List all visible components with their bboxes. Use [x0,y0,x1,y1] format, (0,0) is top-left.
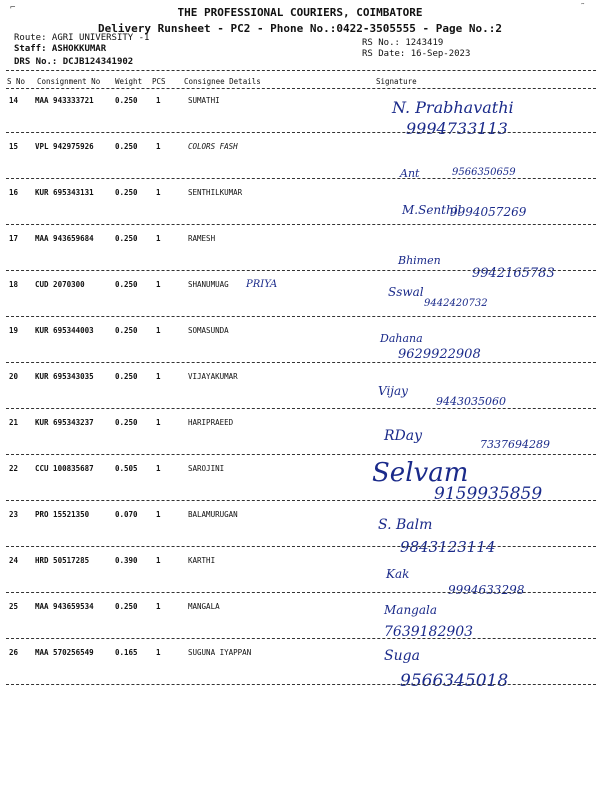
serial-number: 22 [9,464,19,473]
signature-phone: 9566345018 [400,671,509,691]
serial-number: 19 [9,326,19,335]
consignee-name: SUGUNA IYAPPAN [188,648,252,657]
signature-phone: 9843123114 [400,538,496,556]
staff-label: Staff: ASHOKKUMAR [14,44,107,54]
signature-phone: 9994633298 [448,583,525,597]
pcs-value: 1 [156,188,161,197]
rs-number: RS No.: 1243419 [362,38,444,48]
row-divider [6,454,596,455]
row-divider [6,178,596,179]
consignment-number: MAA 943659684 [35,234,94,243]
consignment-number: VPL 942975926 [35,142,94,151]
pcs-value: 1 [156,372,161,381]
row-divider [6,270,596,271]
scan-mark: ˜ [580,3,586,13]
row-divider [6,224,596,225]
weight-value: 0.250 [115,96,138,105]
signature-phone: 9566350659 [452,167,516,178]
signature-phone: 9442420732 [424,298,488,309]
pcs-value: 1 [156,556,161,565]
signature-phone: 9994057269 [450,205,527,219]
consignee-name: SHANUMUAG [188,280,229,289]
serial-number: 15 [9,142,19,151]
serial-number: 25 [9,602,19,611]
consignee-name: MANGALA [188,602,220,611]
route-label: Route: AGRI UNIVERSITY -1 [14,33,150,43]
consignment-number: MAA 570256549 [35,648,94,657]
column-header-pcs: PCS [152,77,166,86]
consignment-number: MAA 943333721 [35,96,94,105]
signature-phone: 9942165783 [472,266,555,281]
row-divider [6,638,596,639]
pcs-value: 1 [156,234,161,243]
signature-phone: 9443035060 [436,395,506,408]
signature-name: Dahana [380,332,423,345]
signature-name: Selvam [372,458,469,488]
pcs-value: 1 [156,326,161,335]
handwritten-annotation: PRIYA [246,279,278,290]
runsheet-title: Delivery Runsheet - PC2 - Phone No.:0422-3505555 - Page No.:2 [98,22,502,35]
weight-value: 0.390 [115,556,138,565]
consignment-number: CCU 100835687 [35,464,94,473]
signature-phone: 7337694289 [480,438,550,451]
consignee-name: HARIPRAEED [188,418,234,427]
consignee-name: SUMATHI [188,96,220,105]
signature-name: Vijay [378,384,408,398]
serial-number: 20 [9,372,19,381]
divider [6,88,596,89]
weight-value: 0.505 [115,464,138,473]
consignee-name: SENTHILKUMAR [188,188,243,197]
signature-phone: 9994733113 [406,119,508,138]
signature-name: RDay [384,428,423,444]
signature-name: Ant [400,167,420,180]
signature-phone: 9159935859 [434,484,543,504]
company-title: THE PROFESSIONAL COURIERS, COIMBATORE [177,6,423,19]
consignee-name: SOMASUNDA [188,326,229,335]
serial-number: 14 [9,96,19,105]
serial-number: 21 [9,418,19,427]
weight-value: 0.250 [115,142,138,151]
weight-value: 0.165 [115,648,138,657]
signature-name: S. Balm [378,517,433,533]
pcs-value: 1 [156,510,161,519]
consignee-name: COLORS FASH [188,142,238,151]
divider [6,70,596,71]
weight-value: 0.070 [115,510,138,519]
scan-mark: ⌐ [10,3,16,13]
weight-value: 0.250 [115,188,138,197]
signature-name: Mangala [384,603,437,617]
consignment-number: MAA 943659534 [35,602,94,611]
signature-name: Kak [386,567,410,581]
column-header-weight: Weight [115,77,143,86]
consignee-name: SAROJINI [188,464,225,473]
weight-value: 0.250 [115,326,138,335]
row-divider [6,316,596,317]
consignment-number: PRO 15521350 [35,510,90,519]
signature-phone: 7639182903 [384,624,474,640]
serial-number: 26 [9,648,19,657]
row-divider [6,546,596,547]
weight-value: 0.250 [115,280,138,289]
consignment-number: KUR 695343035 [35,372,94,381]
signature-name: N. Prabhavathi [392,98,514,117]
signature-name: Sswal [388,285,424,299]
serial-number: 24 [9,556,19,565]
pcs-value: 1 [156,280,161,289]
serial-number: 18 [9,280,19,289]
serial-number: 17 [9,234,19,243]
weight-value: 0.250 [115,234,138,243]
signature-phone: 9629922908 [398,347,481,362]
column-header-sno: S No [7,77,26,86]
pcs-value: 1 [156,142,161,151]
consignment-number: KUR 695344003 [35,326,94,335]
drs-number: DRS No.: DCJB124341902 [14,57,134,67]
row-divider [6,684,596,685]
row-divider [6,132,596,133]
consignment-number: KUR 695343237 [35,418,94,427]
row-divider [6,408,596,409]
consignee-name: RAMESH [188,234,216,243]
consignment-number: KUR 695343131 [35,188,94,197]
column-header-consignment: Consignment No [37,77,101,86]
serial-number: 16 [9,188,19,197]
pcs-value: 1 [156,96,161,105]
weight-value: 0.250 [115,418,138,427]
column-header-signature: Signature [376,77,417,86]
consignment-number: HRD 50517285 [35,556,90,565]
consignee-name: VIJAYAKUMAR [188,372,238,381]
row-divider [6,362,596,363]
weight-value: 0.250 [115,602,138,611]
pcs-value: 1 [156,418,161,427]
pcs-value: 1 [156,648,161,657]
consignee-name: BALAMURUGAN [188,510,238,519]
weight-value: 0.250 [115,372,138,381]
signature-name: M.Senthil [402,203,462,217]
column-header-consignee: Consignee Details [184,77,261,86]
signature-name: Suga [384,648,420,664]
row-divider [6,500,596,501]
consignee-name: KARTHI [188,556,216,565]
pcs-value: 1 [156,602,161,611]
consignment-number: CUD 2070300 [35,280,85,289]
pcs-value: 1 [156,464,161,473]
rs-date: RS Date: 16-Sep-2023 [362,49,471,59]
row-divider [6,592,596,593]
serial-number: 23 [9,510,19,519]
signature-name: Bhimen [398,254,441,267]
